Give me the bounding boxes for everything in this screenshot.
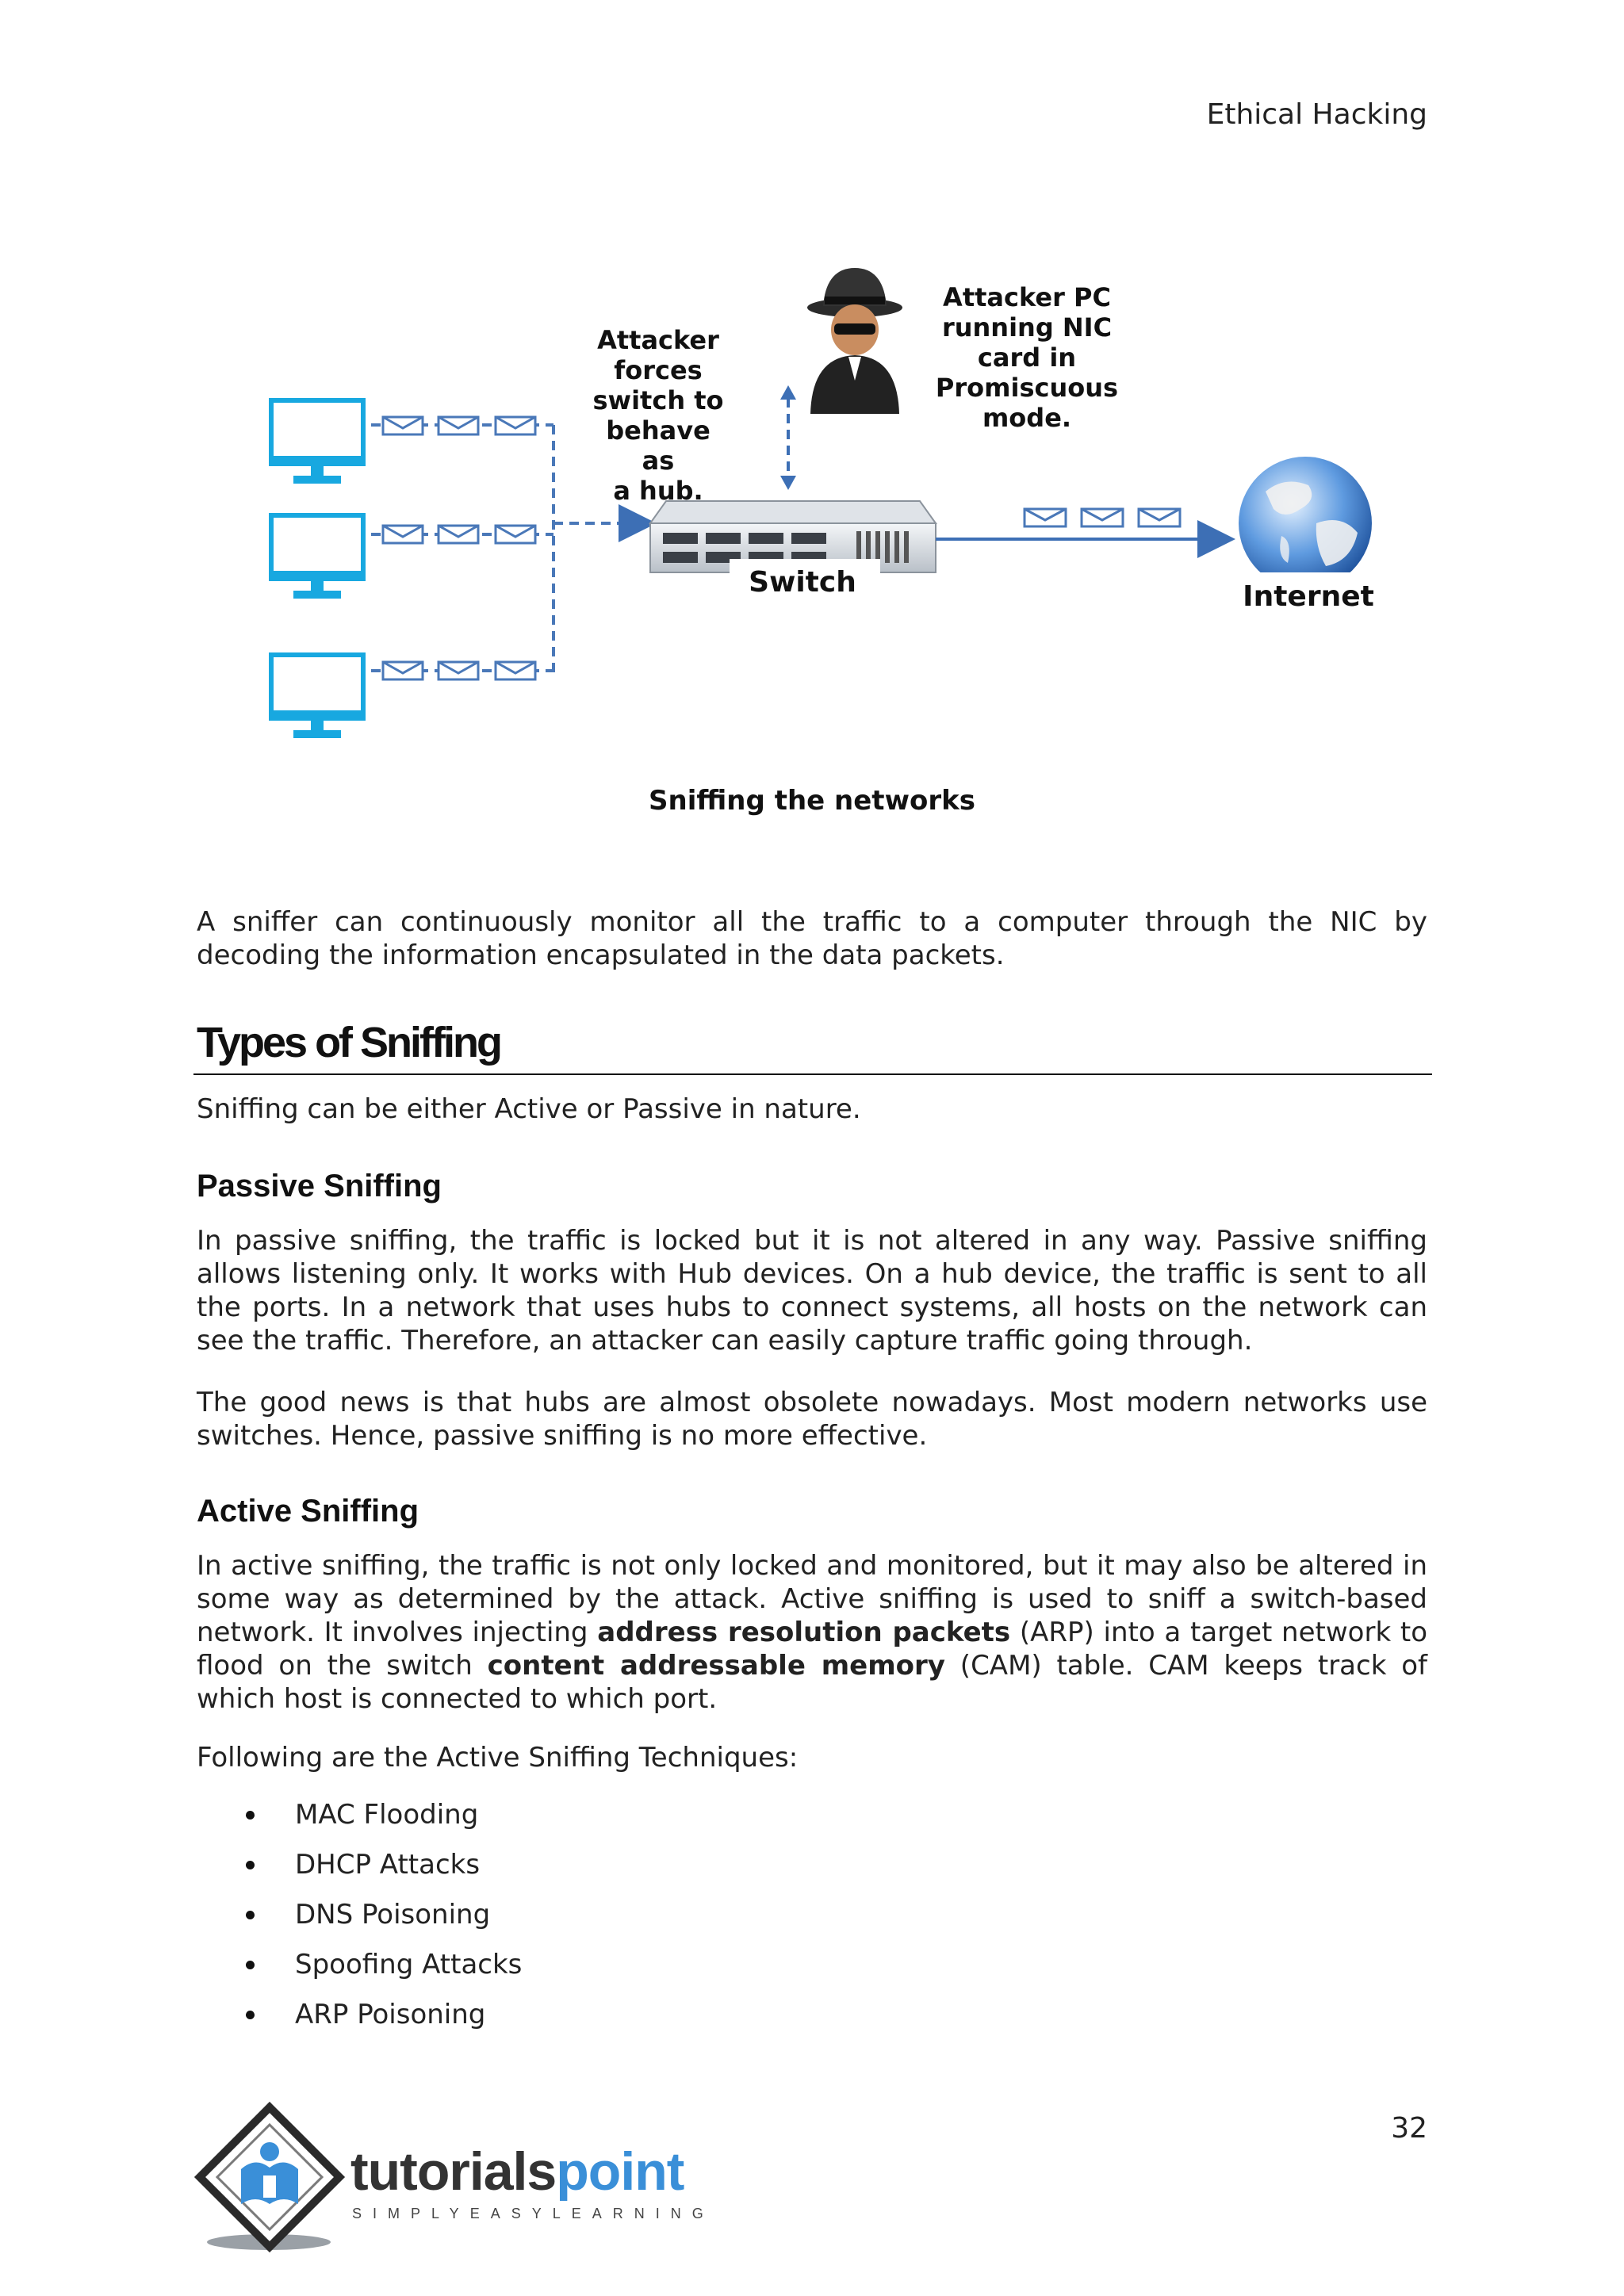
running-header: Ethical Hacking	[1206, 98, 1427, 131]
list-item	[238, 1898, 522, 1948]
logo-word-dark: tutorials	[350, 2141, 557, 2202]
bullet-icon	[246, 1861, 255, 1869]
label-line: running NIC	[941, 312, 1113, 342]
section-lead: Sniffing can be either Active or Passive in nature.	[197, 1093, 861, 1125]
list-item-text: DHCP Attacks	[295, 1849, 481, 1881]
logo-diamond-icon	[193, 2101, 352, 2260]
list-item-text: DNS Poisoning	[295, 1899, 491, 1931]
passive-paragraph-1: In passive sniffing, the traffic is locked but it is not altered in any way. Passive sniffing allows listening only. It works with Hub devices. On a hub device, the traffic is sent to all the ports. In a network that uses hubs to connect systems, all hosts on the network can see the traffic. Therefore, an attacker can easily capture traffic going through.	[197, 1225, 1427, 1357]
active-paragraph-1	[197, 1549, 1427, 1716]
envelope-icon	[383, 417, 535, 434]
monitor-icon	[271, 400, 363, 484]
logo-word-blue: point	[556, 2141, 684, 2202]
bullet-icon	[246, 1811, 255, 1820]
attacker-pc-label	[928, 282, 1126, 433]
list-item	[238, 1848, 522, 1898]
label-line: card in	[977, 342, 1077, 373]
passive-paragraph-2: The good news is that hubs are almost obsolete nowadays. Most modern networks use switches. Hence, passive sniffing is no more effective.	[197, 1387, 1427, 1452]
bold-term-arp: address resolution packets	[597, 1617, 1011, 1648]
section-rule	[193, 1073, 1432, 1075]
list-item-text: MAC Flooding	[295, 1799, 479, 1831]
label-line: a hub.	[613, 476, 703, 506]
internet-label: Internet	[1243, 580, 1374, 613]
label-line: Attacker PC	[943, 282, 1111, 312]
active-paragraph-2: Following are the Active Sniffing Techniques:	[197, 1742, 799, 1774]
section-title: Types of Sniffing	[197, 1019, 500, 1066]
techniques-list	[238, 1798, 522, 2048]
bullet-icon	[246, 1961, 255, 1969]
globe-icon	[1239, 457, 1372, 590]
tutorialspoint-logo	[193, 2101, 733, 2260]
page-number: 32	[1391, 2112, 1427, 2145]
envelope-icon	[1025, 509, 1180, 526]
bullet-icon	[246, 1911, 255, 1919]
list-item-text: Spoofing Attacks	[295, 1949, 523, 1980]
monitor-icon	[271, 655, 363, 738]
monitor-icon	[271, 515, 363, 599]
envelope-icon	[383, 662, 535, 679]
logo-tagline: SIMPLYEASYLEARNING	[352, 2206, 714, 2221]
active-heading: Active Sniffing	[197, 1494, 419, 1529]
attacker-forces-label	[587, 325, 730, 506]
figure-caption: Sniffing the networks	[649, 785, 975, 817]
list-item	[238, 1798, 522, 1848]
list-item	[238, 1998, 522, 2048]
network-diagram	[238, 262, 1427, 769]
label-line: Attacker	[597, 325, 719, 355]
text-run: (ARP) into a target network to flood on the switch	[197, 1617, 1427, 1682]
bullet-icon	[246, 2011, 255, 2019]
hacker-icon	[807, 268, 902, 414]
label-line: mode.	[982, 403, 1072, 433]
network-sniffing-figure	[238, 262, 1427, 769]
label-line: behave as	[606, 415, 710, 476]
passive-heading: Passive Sniffing	[197, 1169, 442, 1203]
label-line: Promiscuous	[935, 373, 1119, 403]
envelope-icon	[383, 526, 535, 543]
intro-paragraph: A sniffer can continuously monitor all the traffic to a computer through the NIC by decoding the information encapsulated in the data packets.	[197, 906, 1427, 971]
text-run: (CAM) table. CAM keeps track of which host is connected to which port.	[197, 1650, 1427, 1715]
text-run: In active sniffing, the traffic is not only locked and monitored, but it may also be altered in some way as determined by the attack. Active sniffing is used to sniff a switch-based network. It involves injecting	[197, 1550, 1427, 1648]
switch-label: Switch	[749, 566, 856, 599]
label-line: forces	[614, 355, 703, 385]
list-item	[238, 1948, 522, 1998]
label-line: switch to	[592, 385, 724, 415]
bold-term-cam: content addressable memory	[487, 1650, 945, 1682]
list-item-text: ARP Poisoning	[295, 1999, 486, 2030]
logo-wordmark	[350, 2141, 684, 2202]
